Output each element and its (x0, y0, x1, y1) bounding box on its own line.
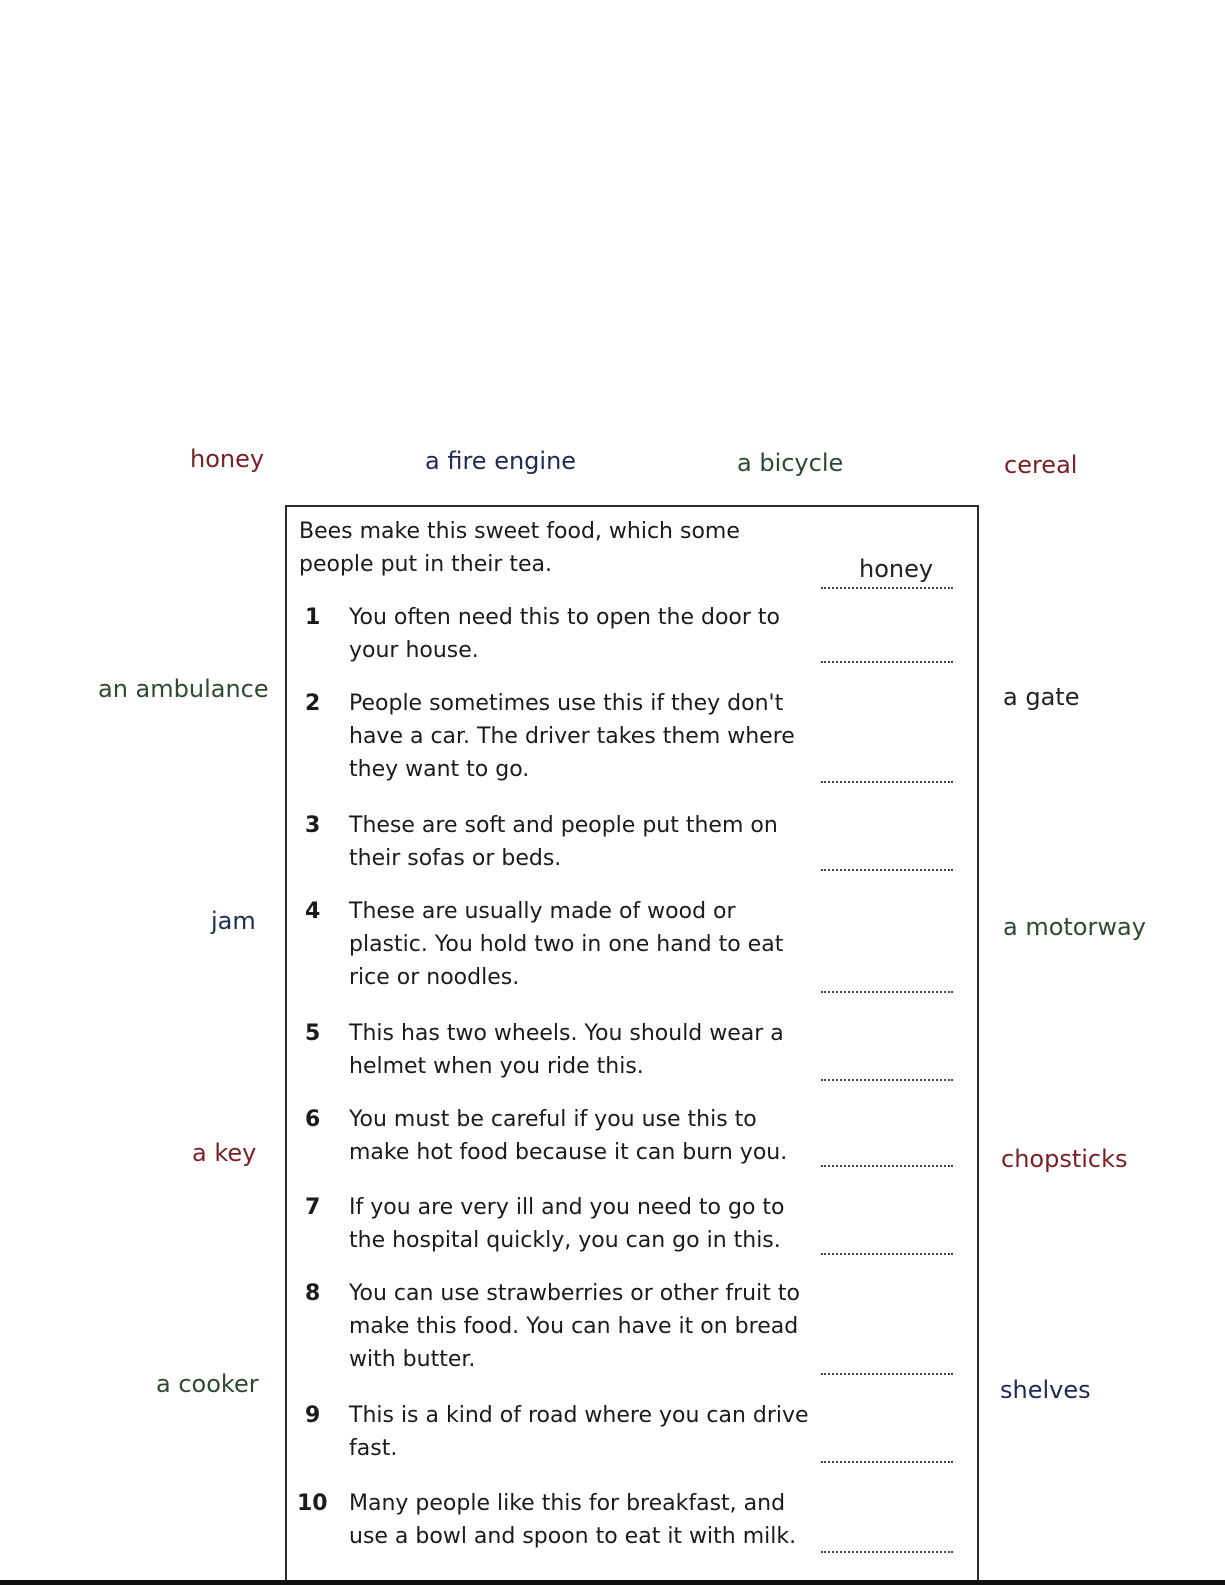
answer-blank[interactable] (821, 1079, 953, 1081)
question-number: 8 (305, 1281, 321, 1306)
answer-blank (821, 587, 953, 589)
word-bank-gate: a gate (1003, 683, 1080, 711)
answer-blank[interactable] (821, 1253, 953, 1255)
question-number: 9 (305, 1403, 321, 1428)
question-text: You can use strawberries or other fruit to make this food. You can have it on bread with butter. (349, 1281, 800, 1372)
question-text: If you are very ill and you need to go to the hospital quickly, you can go in this. (349, 1195, 785, 1253)
word-bank-key: a key (192, 1139, 257, 1167)
question-text: You often need this to open the door to your house. (349, 605, 781, 663)
answer-blank[interactable] (821, 1373, 953, 1375)
question-number: 1 (305, 605, 321, 630)
answer-blank[interactable] (821, 869, 953, 871)
word-bank-shelves: shelves (1000, 1376, 1091, 1404)
word-bank-bicycle: a bicycle (737, 449, 844, 477)
question-text: You must be careful if you use this to make hot food because it can burn you. (349, 1107, 788, 1165)
question-number: 4 (305, 899, 321, 924)
example-answer: honey (859, 555, 934, 583)
word-bank-chopsticks: chopsticks (1001, 1145, 1128, 1173)
question-number: 3 (305, 813, 321, 838)
answer-blank[interactable] (821, 1461, 953, 1463)
example-text: Bees make this sweet food, which some people put in their tea. (299, 519, 740, 577)
word-bank-ambulance: an ambulance (98, 675, 269, 703)
question-text: These are soft and people put them on their sofas or beds. (349, 813, 778, 871)
answer-blank[interactable] (821, 1551, 953, 1553)
answer-blank[interactable] (821, 1165, 953, 1167)
answer-blank[interactable] (821, 781, 953, 783)
answer-blank[interactable] (821, 991, 953, 993)
question-text: This has two wheels. You should wear a helmet when you ride this. (349, 1021, 784, 1079)
word-bank-cooker: a cooker (156, 1370, 259, 1398)
question-number: 5 (305, 1021, 321, 1046)
word-bank-jam: jam (211, 907, 256, 935)
word-bank-honey: honey (190, 445, 265, 473)
answer-blank[interactable] (821, 661, 953, 663)
word-bank-motorway: a motorway (1003, 913, 1146, 941)
question-number: 7 (305, 1195, 321, 1220)
question-text: People sometimes use this if they don't have a car. The driver takes them where they want to go. (349, 691, 795, 782)
question-text: These are usually made of wood or plastic. You hold two in one hand to eat rice or noodles. (349, 899, 784, 990)
question-number: 6 (305, 1107, 321, 1132)
word-bank-fire-engine: a fire engine (425, 447, 577, 475)
page-bottom-edge (0, 1580, 1225, 1585)
word-bank-cereal: cereal (1004, 451, 1078, 479)
exercise-box (285, 505, 979, 1580)
question-number: 10 (297, 1491, 328, 1516)
question-text: Many people like this for breakfast, and use a bowl and spoon to eat it with milk. (349, 1491, 797, 1549)
question-text: This is a kind of road where you can drive fast. (349, 1403, 809, 1461)
question-number: 2 (305, 691, 321, 716)
